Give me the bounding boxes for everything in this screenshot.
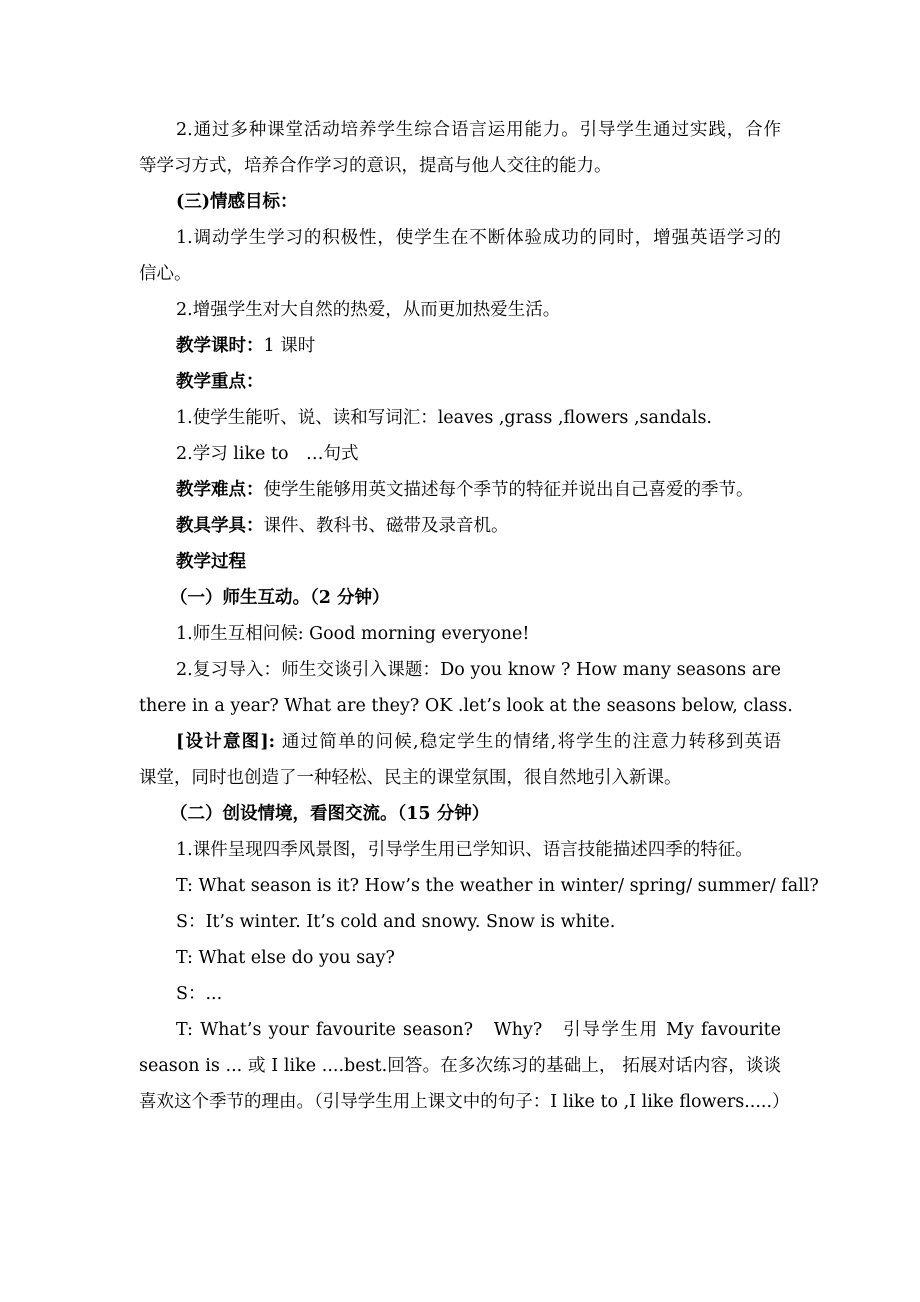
design-intent	[139, 724, 781, 760]
paragraph-emotion-1-cont	[139, 256, 781, 292]
text-line: 2.增强学生对大自然的热爱，从而更加热爱生活。	[176, 300, 561, 320]
value: 1 课时	[263, 336, 316, 356]
heading-section-2: （二）创设情境，看图交流。（15 分钟）	[170, 804, 490, 824]
paragraph-goal-2-cont	[139, 148, 781, 184]
label: 教学难点：	[176, 480, 264, 500]
label: [设计意图]:	[176, 732, 276, 752]
paragraph-emotion-2	[139, 292, 781, 328]
dialogue-line: T: What season is it? How’s the weather in winter/ spring/ summer/ fall?	[176, 876, 819, 896]
dialogue-line-cont: 喜欢这个季节的理由。（引导学生用上课文中的句子：I like to ,I like flowers.....）	[139, 1092, 790, 1112]
text-line: 2.通过多种课堂活动培养学生综合语言运用能力。引导学生通过实践，合作	[176, 120, 781, 140]
value: 通过简单的问候,稳定学生的情绪,将学生的注意力转移到英语	[275, 732, 781, 752]
heading-teaching-process: 教学过程	[176, 552, 246, 572]
teaching-tools	[139, 508, 781, 544]
value: 使学生能够用英文描述每个季节的特征并说出自己喜爱的季节。	[263, 480, 754, 500]
paragraph-emotion-1	[139, 220, 781, 256]
section1-item-2: 2.复习导入：师生交谈引入课题：Do you know ? How many seasons are	[176, 660, 781, 680]
text-line: 等学习方式，培养合作学习的意识，提高与他人交往的能力。	[139, 156, 612, 176]
value: 课件、教科书、磁带及录音机。	[263, 516, 509, 536]
heading-section-1: （一）师生互动。（2 分钟）	[170, 588, 390, 608]
section2-item-1: 1.课件呈现四季风景图，引导学生用已学知识、语言技能描述四季的特征。	[176, 840, 753, 860]
paragraph-goal-2	[139, 112, 781, 148]
text-line: 信心。	[139, 264, 192, 284]
label: 教具学具：	[176, 516, 264, 536]
label: 教学课时：	[176, 336, 264, 356]
heading-key-points: 教学重点：	[176, 372, 264, 392]
design-intent-cont: 课堂，同时也创造了一种轻松、民主的课堂氛围，很自然地引入新课。	[139, 768, 682, 788]
heading-emotion-goals: (三)情感目标：	[176, 192, 298, 212]
text-line: 1.调动学生学习的积极性，使学生在不断体验成功的同时，增强英语学习的	[176, 228, 781, 248]
dialogue-line: T: What else do you say?	[176, 948, 395, 968]
teaching-hours	[139, 328, 781, 364]
dialogue-line: T: What’s your favourite season? Why? 引导学生用 My favourite	[176, 1020, 781, 1040]
dialogue-line: S：It’s winter. It’s cold and snowy. Snow is white.	[176, 912, 616, 932]
section1-item-1: 1.师生互相问候: Good morning everyone!	[176, 624, 530, 644]
difficult-points	[139, 472, 781, 508]
key-point-2: 2.学习 like to …句式	[176, 444, 359, 464]
dialogue-line: S：...	[176, 984, 223, 1004]
section1-item-2-cont: there in a year? What are they? OK .let’s look at the seasons below, class.	[139, 696, 793, 716]
key-point-1: 1.使学生能听、说、读和写词汇：leaves ,grass ,flowers ,sandals.	[176, 408, 712, 428]
dialogue-line-cont: season is ... 或 I like ....best.回答。在多次练习的基础上， 拓展对话内容，谈谈	[139, 1056, 781, 1076]
